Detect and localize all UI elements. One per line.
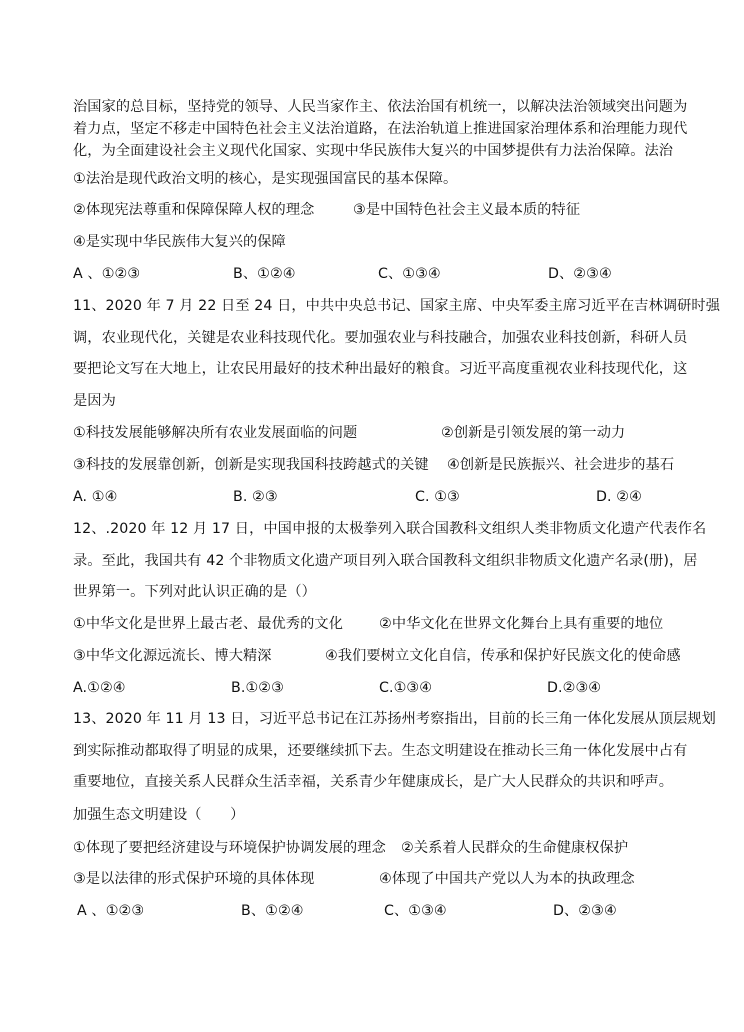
q11-option-a: A. ①④ xyxy=(73,489,118,505)
q12-line-1: 12、.2020 年 12 月 17 日，中国申报的太极拳列入联合国教科文组织人类非物质文化遗产代表作名 xyxy=(73,521,707,537)
intro-statement-1: ①法治是现代政治文明的核心，是实现强国富民的基本保障。 xyxy=(73,171,458,187)
q13-statement-2: ②关系着人民群众的生命健康权保护 xyxy=(401,840,629,856)
intro-statement-4: ④是实现中华民族伟大复兴的保障 xyxy=(73,234,286,250)
q13-statement-1: ①体现了要把经济建设与环境保护协调发展的理念 xyxy=(73,840,386,856)
q11-statement-3: ③科技的发展靠创新，创新是实现我国科技跨越式的关键 xyxy=(73,457,429,473)
q13-option-c: C、①③④ xyxy=(384,903,447,919)
intro-line-3: 化，为全面建设社会主义现代化国家、实现中华民族伟大复兴的中国梦提供有力法治保障。法治 xyxy=(73,143,674,159)
q13-option-d: D、②③④ xyxy=(553,903,617,919)
q11-line-4: 是因为 xyxy=(73,393,116,409)
q13-statement-4: ④体现了中国共产党以人为本的执政理念 xyxy=(379,871,635,887)
q13-line-2: 到实际推动都取得了明显的成果，还要继续抓下去。生态文明建设在推动长三角一体化发展中占有 xyxy=(73,743,688,759)
intro-option-c: C、①③④ xyxy=(378,266,441,282)
q12-line-3: 世界第一。下列对此认识正确的是（） xyxy=(73,584,316,600)
intro-line-1: 治国家的总目标，坚持党的领导、人民当家作主、依法治国有机统一，以解决法治领域突出问题为 xyxy=(73,99,688,115)
q11-line-3: 要把论文写在大地上，让农民用最好的技术种出最好的粮食。习近平高度重视农业科技现代化，这 xyxy=(73,361,688,377)
q12-statement-2: ②中华文化在世界文化舞台上具有重要的地位 xyxy=(379,616,664,632)
q11-statement-1: ①科技发展能够解决所有农业发展面临的问题 xyxy=(73,425,358,441)
q12-option-a: A.①②④ xyxy=(73,680,126,696)
q11-statement-2: ②创新是引领发展的第一动力 xyxy=(441,425,626,441)
intro-option-d: D、②③④ xyxy=(548,266,612,282)
intro-line-2: 着力点，坚定不移走中国特色社会主义法治道路，在法治轨道上推进国家治理体系和治理能力现代 xyxy=(73,121,688,137)
q11-option-b: B. ②③ xyxy=(233,489,278,505)
intro-option-a: A 、①②③ xyxy=(73,266,141,282)
q12-option-d: D.②③④ xyxy=(547,680,602,696)
q13-option-a: A 、①②③ xyxy=(77,903,145,919)
q11-option-c: C. ①③ xyxy=(415,489,460,505)
q12-statement-1: ①中华文化是世界上最古老、最优秀的文化 xyxy=(73,616,343,632)
q12-statement-4: ④我们要树立文化自信，传承和保护好民族文化的使命感 xyxy=(325,648,681,664)
q12-option-b: B.①②③ xyxy=(231,680,284,696)
q13-option-b: B、①②④ xyxy=(241,903,304,919)
q12-option-c: C.①③④ xyxy=(379,680,433,696)
q11-statement-4: ④创新是民族振兴、社会进步的基石 xyxy=(447,457,675,473)
q13-line-4: 加强生态文明建设（ ） xyxy=(73,807,245,823)
q11-option-d: D. ②④ xyxy=(596,489,642,505)
intro-option-b: B、①②④ xyxy=(233,266,296,282)
q11-line-2: 调，农业现代化，关键是农业科技现代化。要加强农业与科技融合，加强农业科技创新，科研人员 xyxy=(73,330,688,346)
q11-line-1: 11、2020 年 7 月 22 日至 24 日，中共中央总书记、国家主席、中央军委主席习近平在吉林调研时强 xyxy=(73,298,721,314)
intro-statement-2: ②体现宪法尊重和保障保障人权的理念 xyxy=(73,202,315,218)
intro-statement-3: ③是中国特色社会主义最本质的特征 xyxy=(353,202,581,218)
q12-line-2: 录。至此，我国共有 42 个非物质文化遗产项目列入联合国教科文组织非物质文化遗产名录(册)，居 xyxy=(73,553,698,569)
q12-statement-3: ③中华文化源远流长、博大精深 xyxy=(73,648,272,664)
q13-statement-3: ③是以法律的形式保护环境的具体体现 xyxy=(73,871,315,887)
q13-line-1: 13、2020 年 11 月 13 日，习近平总书记在江苏扬州考察指出，目前的长三角一体化发展从顶层规划 xyxy=(73,711,716,727)
q13-line-3: 重要地位，直接关系人民群众生活幸福，关系青少年健康成长，是广大人民群众的共识和呼声。 xyxy=(73,774,674,790)
